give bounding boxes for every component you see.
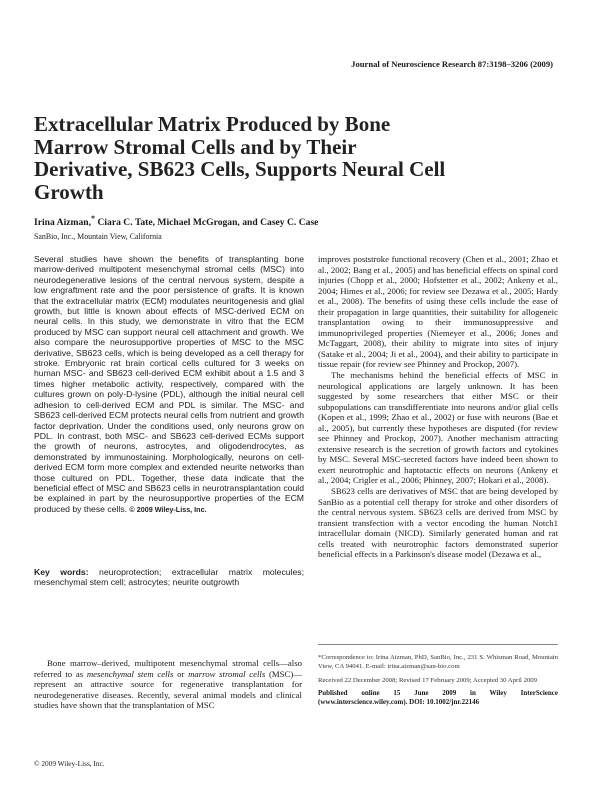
intro-text: or [173, 668, 189, 679]
journal-header: Journal of Neuroscience Research 87:3198–3206 (2009) [351, 59, 553, 69]
article-title: Extracellular Matrix Produced by Bone Marrow Stromal Cells and by Their Derivative, SB623 Cells, Supports Neural Cell Growth [34, 112, 446, 204]
keywords-label: Key words: [34, 567, 89, 577]
intro-italic-term: marrow stromal cells [188, 668, 266, 679]
page-copyright: © 2009 Wiley-Liss, Inc. [34, 759, 105, 768]
correspondence-footnote: *Correspondence to: Irina Aizman, PhD, SanBio, Inc., 231 S. Whisman Road, Mountain View, CA 94041. E-mail: irina.aizman@san-bio.com [318, 654, 558, 671]
author-names: Ciara C. Tate, Michael McGrogan, and Casey C. Case [95, 217, 319, 229]
abstract [34, 254, 304, 515]
body-paragraph: improves poststroke functional recovery (Chen et al., 2001; Zhao et al., 2002; Bang et al., 2005) and has beneficial effects on spinal cord injuries (Chopp et al., 2000; Hofstetter et al., 2002; Ankeny et al., 2004; Himes et al., 2006; for review see Dezawa et al., 2005; Hardy et al., 2008). The benefits of using these cells include the ease of their propagation in large quantities, their suitability for allogeneic transplantation owing to their immunosuppressive and immunoprivileged properties (Niemeyer et al., 2006; Jones and McTaggart, 2008), their ability to migrate into sites of injury (Satake et al., 2004; Ji et al., 2004), and their ability to participate in tissue repair (for review see Phinney and Prockop, 2007). [318, 254, 558, 370]
correspondence-mark: * [91, 214, 96, 223]
intro-italic-term: mesenchymal stem cells [86, 668, 174, 679]
author-list [34, 214, 318, 228]
keywords [34, 567, 304, 588]
received-dates: Received 22 December 2008; Revised 17 February 2009; Accepted 30 April 2009 [318, 676, 537, 684]
affiliation: SanBio, Inc., Mountain View, California [34, 232, 162, 241]
footnote-divider [318, 644, 558, 645]
abstract-copyright: © 2009 Wiley-Liss, Inc. [129, 504, 207, 514]
author-name: Irina Aizman, [34, 217, 92, 229]
intro-text: Bone marrow–derived, multipotent mesenchymal stromal cells—also referred to as [34, 658, 302, 679]
publication-info: Published online 15 June 2009 in Wiley InterScience (www.interscience.wiley.com). DOI: 10.1002/jnr.22146 [318, 688, 558, 707]
body-paragraph: The mechanisms behind the beneficial effects of MSC in neurological applications are largely unknown. It has been suggested by some researchers that either MSC or their subpopulations can transdifferentiate into neurons and/or glial cells (Kopen et al., 1999; Zhao et al., 2002) or fuse with neurons (Bae et al., 2005), but currently these hypotheses are disputed (for review see Phinney and Prockop, 2007). Another mechanism attracting extensive research is the secretion of growth factors and cytokines by MSC. Several MSC-secreted factors have indeed been shown to exert neurotrophic and haptotactic effects on neurons (Ankeny et al., 2004; Crigler et al., 2006; Phinney, 2007; Hokari et al., 2008). [318, 370, 558, 486]
keywords-list: neuroprotection; extracellular matrix molecules; mesenchymal stem cell; astrocytes; neurite outgrowth [34, 567, 304, 588]
introduction-paragraph [34, 658, 302, 711]
body-paragraph: SB623 cells are derivatives of MSC that are being developed by SanBio as a potential cell therapy for stroke and other disorders of the central nervous system. SB623 cells are derived from MSC by transient transfection with a vector encoding the human Notch1 intracellular domain (NICD). Similarly generated human and rat cells treated with neurotrophic factors demonstrated superior beneficial effects in a Parkinson's disease model (Dezawa et al., [318, 486, 558, 560]
right-column [318, 254, 558, 560]
footnotes [318, 653, 558, 711]
abstract-text: Several studies have shown the benefits of transplanting bone marrow-derived multipotent mesenchymal stromal cells (MSC) into neurodegenerative lesions of the central nervous system, despite a low engraftment rate and the poor persistence of grafts. It is known that the extracellular matrix (ECM) modulates neuritogenesis and glial growth, but little is known about effects of MSC-derived ECM on neural cells. In this study, we demonstrate in vitro that the ECM produced by MSC can support neural cell attachment and growth. We also compare the neurosupportive properties of MSC to the MSC derivative, SB623 cells, which is being developed as a cell therapy for stroke. Embryonic rat brain cortical cells cultured for 3 weeks on human MSC- and SB623 cell-derived ECM exhibit about a 1.5 and 3 times higher metabolic activity, respectively, compared with the cultures grown on poly-D-lysine (PDL), although the initial neural cell adhesion to cell-derived ECM and PDL is similar. The MSC- and SB623 cell-derived ECM protects neural cells from nutrient and growth factor deprivation. Under the conditions used, only neurons grow on PDL. In contrast, both MSC- and SB623 cell-derived ECMs support the growth of neurons, astrocytes, and oligodendrocytes, as demonstrated by immunostaining. Morphologically, neurons on cell-derived ECM form more complex and extended neurite networks than those cultured on PDL. Together, these data indicate that the beneficial effect of MSC and SB623 cells in neurotransplantation could be explained in part by the neurosupportive properties of the ECM produced by these cells. [34, 254, 304, 514]
intro-text: (MSC)—represent an attractive source for regenerative transplantation for neurodegenerative diseases. Recently, several animal models and clinical studies have shown that the transplantation of MSC [34, 668, 303, 711]
